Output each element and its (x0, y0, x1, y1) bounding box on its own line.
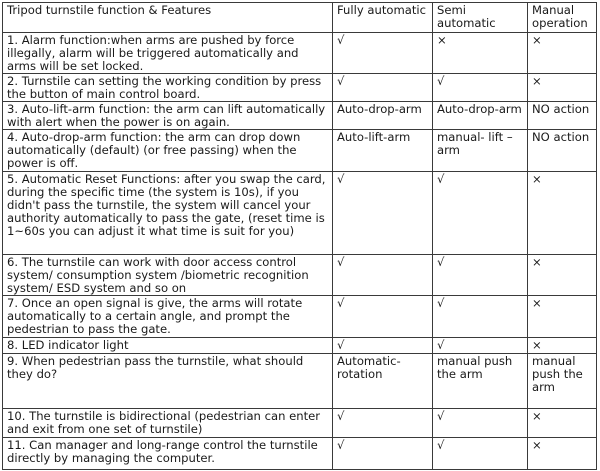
feature-cell: 10. The turnstile is bidirectional (pedestrian can enter and exit from one set of turnstile) (3, 409, 333, 438)
table-row (3, 338, 597, 354)
feature-cell: 7. Once an open signal is give, the arms will rotate automatically to a certain angle, and prompt the pedestrian to pass the gate. (3, 296, 333, 338)
header-manual-operation: Manual operation (528, 3, 597, 33)
features-table (2, 2, 597, 470)
table-row (3, 33, 597, 74)
table-row (3, 438, 597, 470)
header-semi-automatic: Semi automatic (433, 3, 528, 33)
fully-automatic-cell: Auto-lift-arm (333, 130, 433, 172)
manual-operation-cell: × (528, 255, 597, 296)
semi-automatic-cell: √ (433, 409, 528, 438)
fully-automatic-cell: √ (333, 172, 433, 255)
semi-automatic-cell: × (433, 33, 528, 74)
semi-automatic-cell: √ (433, 172, 528, 255)
fully-automatic-cell: √ (333, 74, 433, 102)
table-row (3, 74, 597, 102)
manual-operation-cell: NO action (528, 130, 597, 172)
table-row (3, 409, 597, 438)
manual-operation-cell: × (528, 33, 597, 74)
feature-cell: 3. Auto-lift-arm function: the arm can lift automatically with alert when the power is on again. (3, 102, 333, 130)
manual-operation-cell: × (528, 74, 597, 102)
fully-automatic-cell: √ (333, 409, 433, 438)
manual-operation-cell: NO action (528, 102, 597, 130)
feature-cell: 11. Can manager and long-range control the turnstile directly by managing the computer. (3, 438, 333, 470)
feature-cell: 6. The turnstile can work with door access control system/ consumption system /biometric recognition system/ ESD system and so on (3, 255, 333, 296)
feature-cell: 4. Auto-drop-arm function: the arm can drop down automatically (default) (or free passing) when the power is off. (3, 130, 333, 172)
fully-automatic-cell: √ (333, 438, 433, 470)
fully-automatic-cell: √ (333, 33, 433, 74)
feature-cell: 1. Alarm function:when arms are pushed by force illegally, alarm will be triggered automatically and arms will be set locked. (3, 33, 333, 74)
table-row (3, 296, 597, 338)
semi-automatic-cell: √ (433, 255, 528, 296)
fully-automatic-cell: √ (333, 296, 433, 338)
semi-automatic-cell: √ (433, 296, 528, 338)
feature-cell: 8. LED indicator light (3, 338, 333, 354)
semi-automatic-cell: √ (433, 438, 528, 470)
manual-operation-cell: × (528, 172, 597, 255)
table-row (3, 102, 597, 130)
fully-automatic-cell: Auto-drop-arm (333, 102, 433, 130)
table-row (3, 172, 597, 255)
feature-cell: 9. When pedestrian pass the turnstile, what should they do? (3, 354, 333, 409)
semi-automatic-cell: √ (433, 338, 528, 354)
semi-automatic-cell: √ (433, 74, 528, 102)
manual-operation-cell: manual push the arm (528, 354, 597, 409)
semi-automatic-cell: manual push the arm (433, 354, 528, 409)
manual-operation-cell: × (528, 296, 597, 338)
header-fully-automatic: Fully automatic (333, 3, 433, 33)
manual-operation-cell: × (528, 338, 597, 354)
semi-automatic-cell: manual- lift – arm (433, 130, 528, 172)
fully-automatic-cell: Automatic-rotation (333, 354, 433, 409)
table-row (3, 354, 597, 409)
fully-automatic-cell: √ (333, 338, 433, 354)
table-header-row (3, 3, 597, 33)
table-row (3, 255, 597, 296)
semi-automatic-cell: Auto-drop-arm (433, 102, 528, 130)
manual-operation-cell: × (528, 438, 597, 470)
manual-operation-cell: × (528, 409, 597, 438)
header-feature: Tripod turnstile function & Features (3, 3, 333, 33)
feature-cell: 5. Automatic Reset Functions: after you swap the card, during the specific time (the system is 10s), if you didn't pass the turnstile, the system will cancel your authority automatically to pass the gate, (reset time is 1~60s you can adjust it what time is suit for you) (3, 172, 333, 255)
feature-cell: 2. Turnstile can setting the working condition by press the button of main control board. (3, 74, 333, 102)
table-row (3, 130, 597, 172)
fully-automatic-cell: √ (333, 255, 433, 296)
